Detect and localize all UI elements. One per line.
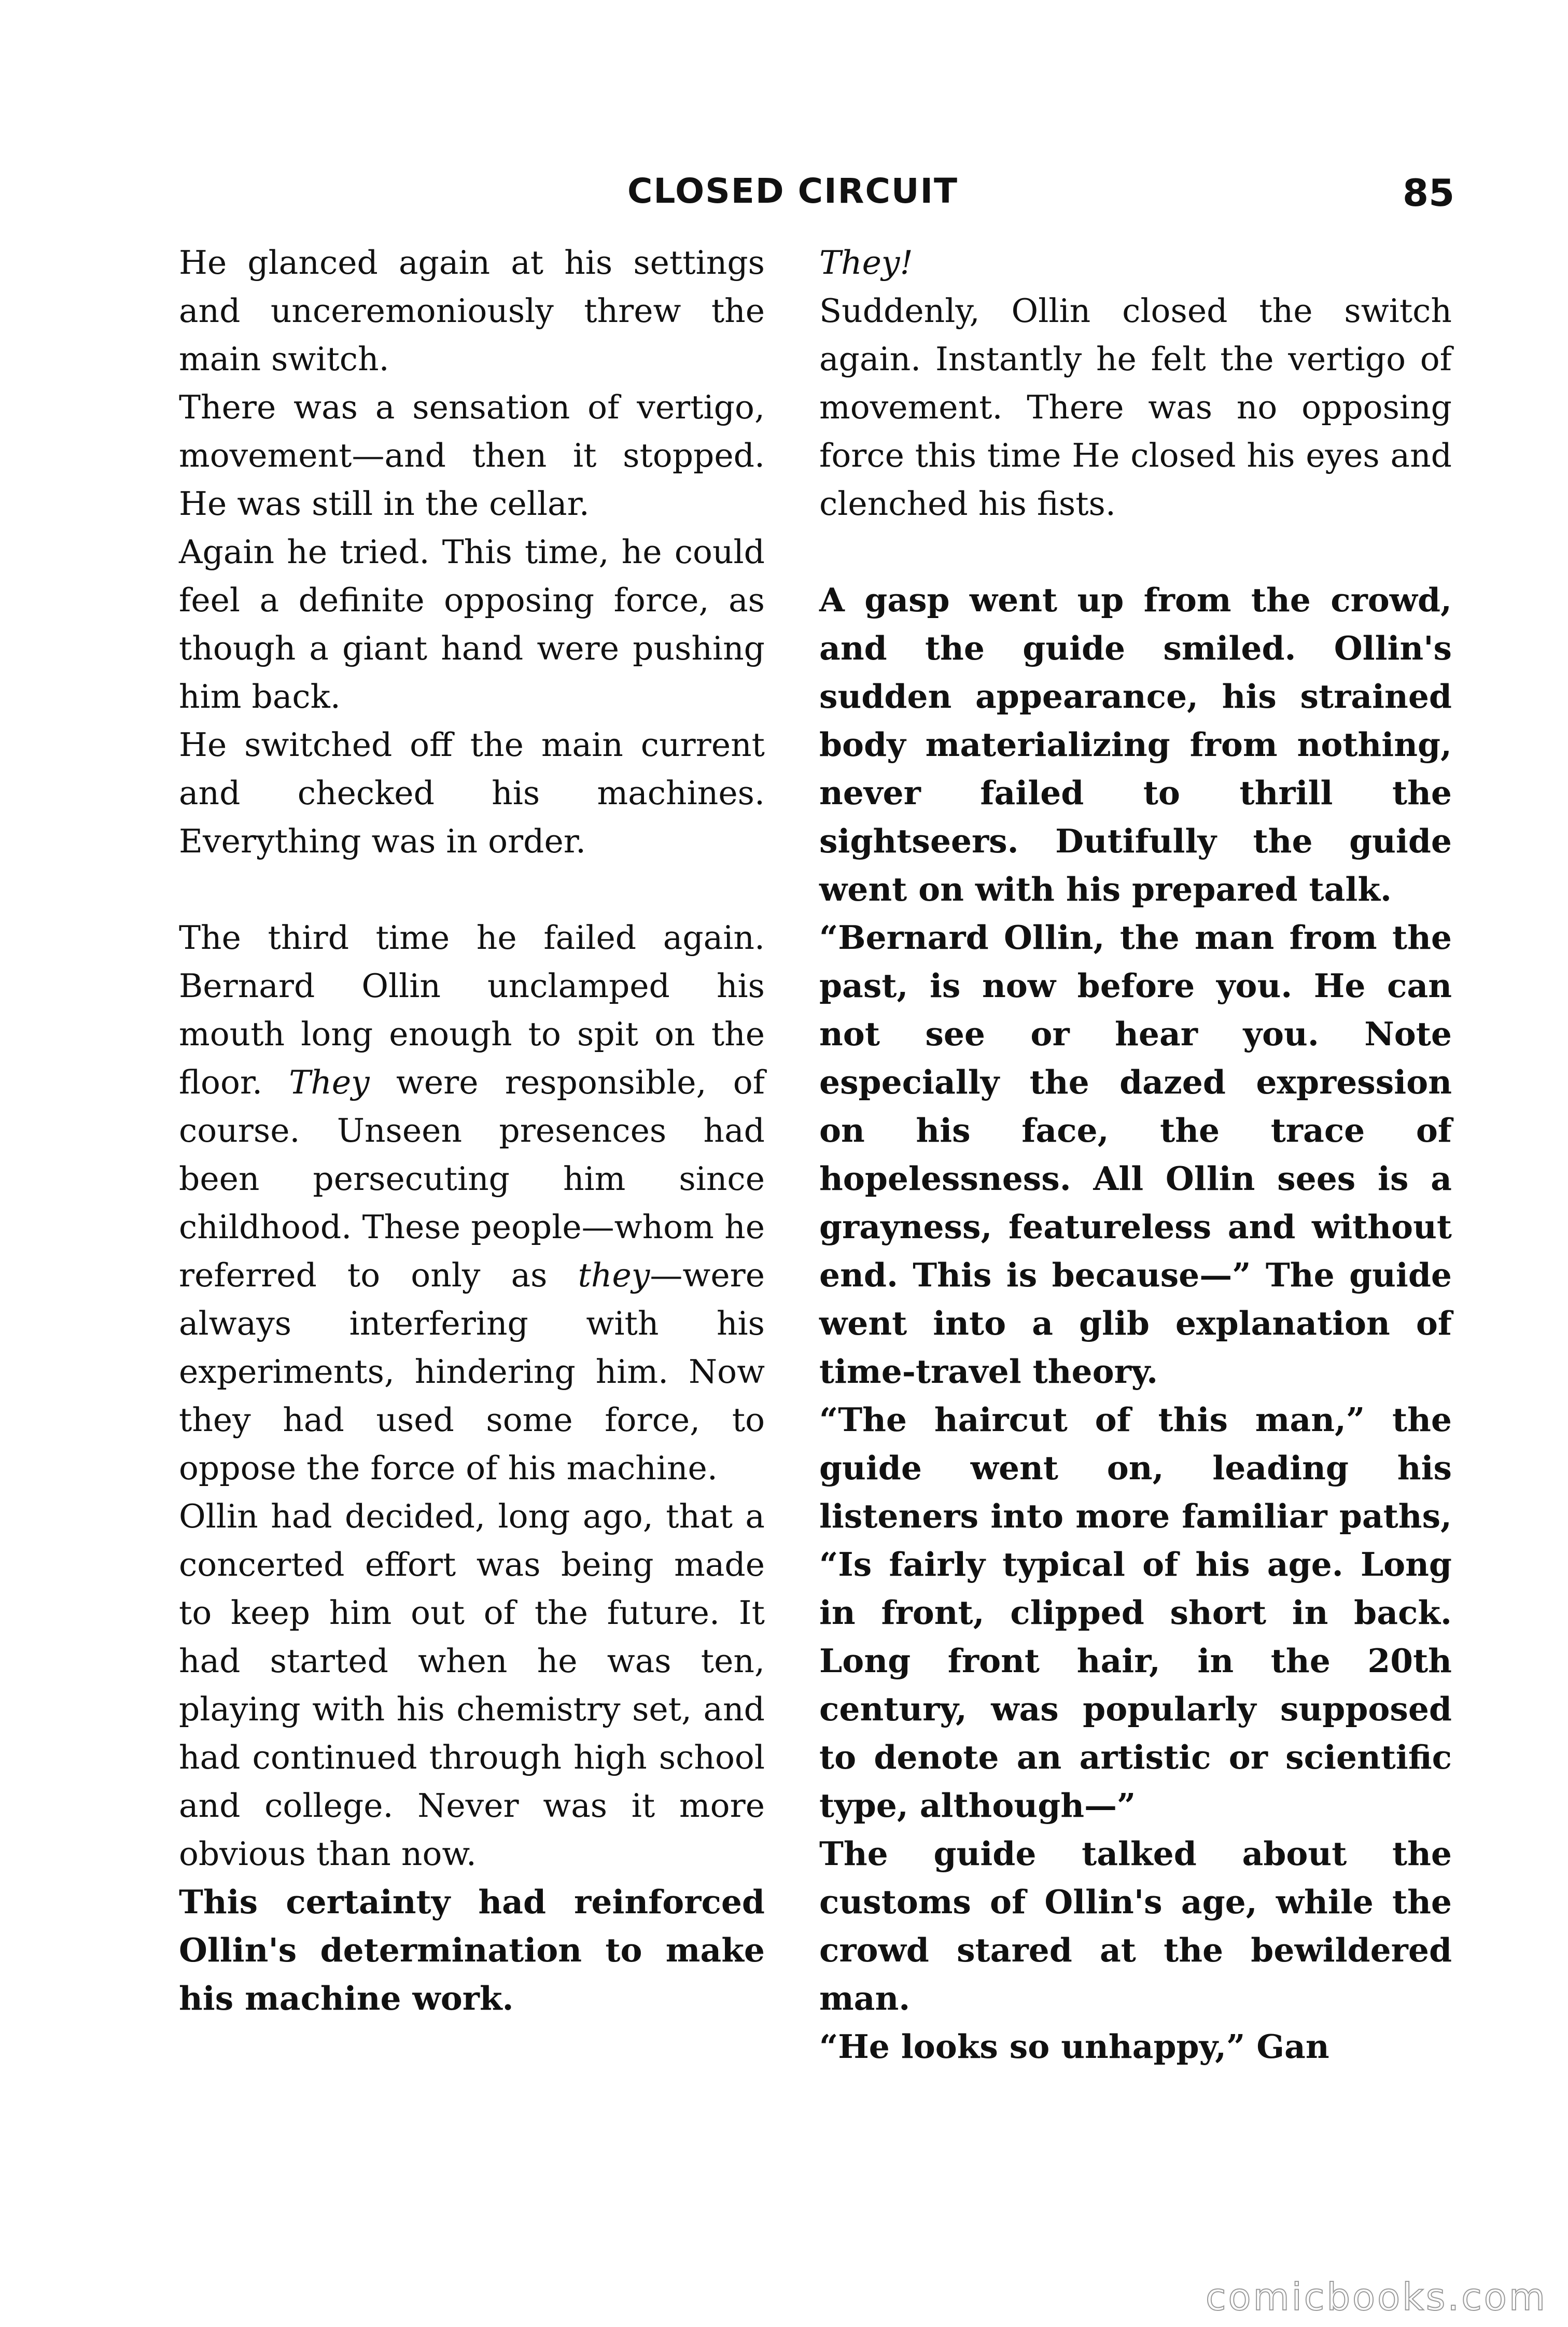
paragraph	[179, 914, 765, 1492]
page-number: 85	[1403, 171, 1455, 215]
italic-they: They	[289, 1063, 370, 1101]
paragraph: He glanced again at his settings and unceremoniously threw the main switch.	[179, 244, 765, 378]
text-span: The third time he failed again. Bernard Ollin unclamped his mouth long enough to spit on the floor.	[179, 919, 765, 1101]
paragraph	[819, 239, 1452, 287]
right-column	[819, 239, 1452, 2071]
paragraph: “Bernard Ollin, the man from the past, is now before you. He can not see or hear you. Note especially the dazed expression on his face, the trace of hopelessness. All Ollin sees is a grayness, featureless and without end. This is because—” The guide went into a glib explanation of time-travel theory.	[819, 918, 1452, 1391]
paragraph: Suddenly, Ollin closed the switch again. Instantly he felt the vertigo of movement. There was no opposing force this time He closed his eyes and clenched his fists.	[819, 292, 1452, 523]
running-head	[0, 171, 1568, 223]
left-column	[179, 239, 765, 2023]
paragraph: This certainty had reinforced Ollin's determination to make his machine work.	[179, 1883, 765, 2017]
paragraph: The guide talked about the customs of Ollin's age, while the crowd stared at the bewildered man.	[819, 1834, 1452, 2017]
paragraph: Ollin had decided, long ago, that a concerted effort was being made to keep him out of the future. It had started when he was ten, playing with his chemistry set, and had continued through high school and college. Never was it more obvious than now.	[179, 1497, 765, 1873]
italic-they-exclaim: They!	[819, 244, 913, 282]
paragraph: He switched off the main current and checked his machines. Everything was in order.	[179, 726, 765, 860]
paragraph: Again he tried. This time, he could feel a definite opposing force, as though a giant hand were pushing him back.	[179, 533, 765, 716]
watermark: comicbooks.com	[1205, 2275, 1547, 2319]
paragraph: There was a sensation of vertigo, movement—and then it stopped. He was still in the cellar.	[179, 388, 765, 523]
italic-they: they	[578, 1256, 650, 1294]
text-span: were responsible, of course. Unseen presences had been persecuting him since childhood. These people—whom he referred to only as	[179, 1063, 765, 1294]
running-title: CLOSED CIRCUIT	[627, 171, 959, 211]
paragraph: “The haircut of this man,” the guide went on, leading his listeners into more familiar paths, “Is fairly typical of his age. Long in front, clipped short in back. Long front hair, in the 20th century, was popularly supposed to denote an artistic or scientific type, although—”	[819, 1400, 1452, 1825]
paragraph: “He looks so unhappy,” Gan	[819, 2027, 1329, 2066]
text-span: —were always interfering with his experiments, hindering him. Now they had used some force, to oppose the force of his machine.	[179, 1256, 765, 1487]
paragraph: A gasp went up from the crowd, and the guide smiled. Ollin's sudden appearance, his strained body materializing from nothing, never failed to thrill the sightseers. Dutifully the guide went on with his prepared talk.	[819, 581, 1452, 908]
